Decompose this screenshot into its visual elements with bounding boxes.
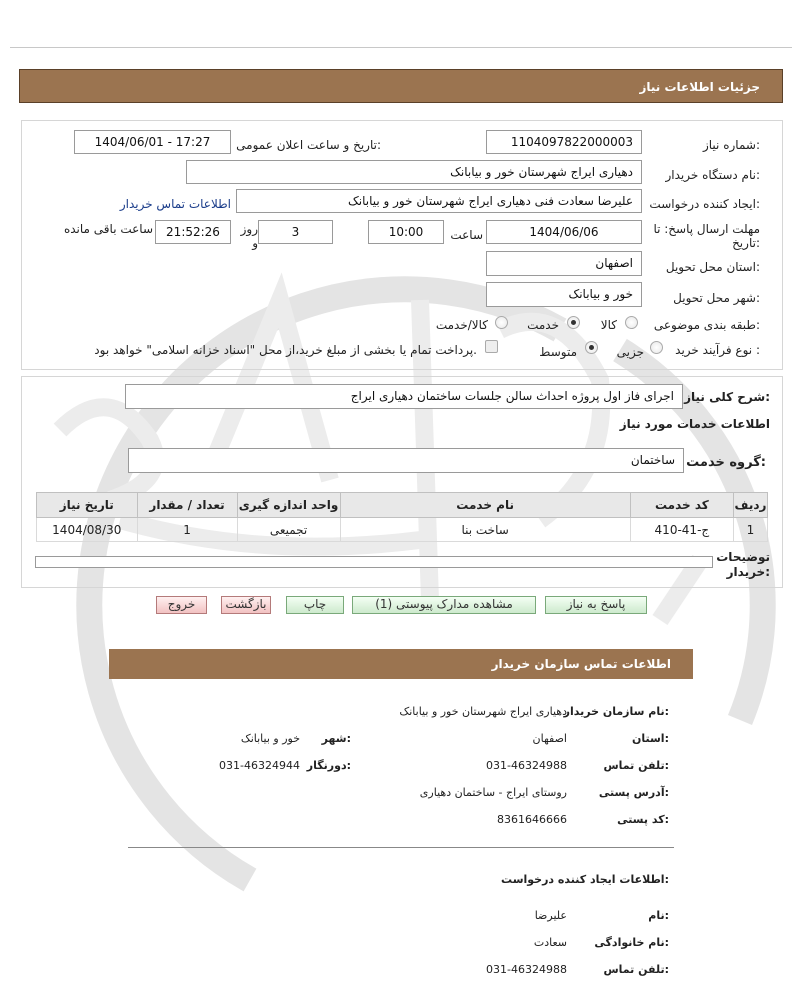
services-table bbox=[36, 492, 768, 542]
deadline-time-field: 10:00 bbox=[368, 220, 444, 244]
category-goods-radio[interactable] bbox=[625, 316, 638, 329]
creator-name-value: علیرضا bbox=[534, 909, 567, 922]
contact-title: اطلاعات تماس سازمان خریدار bbox=[491, 657, 671, 671]
contact-city-value: خور و بیابانک bbox=[240, 732, 300, 745]
table-row bbox=[37, 518, 768, 542]
creator-family-label: نام خانوادگی: bbox=[594, 936, 669, 949]
process-minor-label: جزیی bbox=[616, 345, 644, 359]
cell-row: 1 bbox=[733, 518, 767, 542]
category-service-radio[interactable] bbox=[567, 316, 580, 329]
process-minor-radio[interactable] bbox=[650, 341, 663, 354]
province-field: اصفهان bbox=[486, 251, 642, 276]
exit-button[interactable]: خروج bbox=[156, 596, 207, 614]
contact-address-label: آدرس پستی: bbox=[598, 786, 669, 799]
print-button[interactable]: چاپ bbox=[286, 596, 344, 614]
view-attachments-button[interactable]: مشاهده مدارک پیوستی (1) bbox=[352, 596, 536, 614]
announce-label: تاریخ و ساعت اعلان عمومی: bbox=[236, 138, 381, 152]
need-info-panel bbox=[21, 120, 783, 370]
contact-header bbox=[109, 649, 693, 679]
buyer-org-label: نام دستگاه خریدار: bbox=[665, 168, 760, 182]
category-label: طبقه بندی موضوعی: bbox=[653, 318, 760, 332]
process-medium-radio[interactable] bbox=[585, 341, 598, 354]
col-unit: واحد اندازه گیری bbox=[237, 493, 340, 518]
page-header bbox=[19, 69, 783, 103]
days-field: 3 bbox=[258, 220, 333, 244]
need-number-field: 1104097822000003 bbox=[486, 130, 642, 154]
remaining-time-field: 21:52:26 bbox=[155, 220, 231, 244]
col-row: ردیف bbox=[733, 493, 767, 518]
contact-fax-value: 031-46324944 bbox=[219, 759, 300, 772]
services-title: اطلاعات خدمات مورد نیاز bbox=[619, 417, 770, 431]
requester-field: علیرضا سعادت فنی دهیاری ایراج شهرستان خور و بیابانک bbox=[236, 189, 642, 213]
summary-label: شرح کلی نیاز: bbox=[684, 390, 770, 404]
creator-phone-label: تلفن تماس: bbox=[603, 963, 669, 976]
summary-field: اجرای فاز اول پروژه احداث سالن جلسات ساختمان دهیاری ایراج bbox=[125, 384, 683, 409]
and-label: و bbox=[252, 236, 258, 250]
contact-province-label: استان: bbox=[631, 732, 669, 745]
day-label: روز bbox=[240, 222, 258, 236]
contact-org-value: دهیاری ایراج شهرستان خور و بیابانک bbox=[399, 705, 567, 718]
category-goods-label: کالا bbox=[600, 318, 617, 332]
cell-quantity: 1 bbox=[137, 518, 237, 542]
creator-title: اطلاعات ایجاد کننده درخواست: bbox=[501, 873, 669, 886]
buyer-notes-field bbox=[35, 556, 713, 568]
category-both-radio[interactable] bbox=[495, 316, 508, 329]
deadline-date-field: 1404/06/06 bbox=[486, 220, 642, 244]
creator-phone-value: 031-46324988 bbox=[486, 963, 567, 976]
city-field: خور و بیابانک bbox=[486, 282, 642, 307]
back-button[interactable]: بازگشت bbox=[221, 596, 271, 614]
time-label: ساعت bbox=[450, 228, 483, 242]
requester-label: ایجاد کننده درخواست: bbox=[649, 197, 760, 211]
reply-button[interactable]: پاسخ به نیاز bbox=[545, 596, 647, 614]
contact-address-value: روستای ایراج - ساختمان دهیاری bbox=[419, 786, 567, 799]
remaining-label: ساعت باقی مانده bbox=[63, 222, 153, 236]
service-group-label: گروه خدمت: bbox=[686, 455, 766, 470]
contact-phone-value: 031-46324988 bbox=[486, 759, 567, 772]
page-title: جزئیات اطلاعات نیاز bbox=[639, 80, 760, 94]
buyer-org-field: دهیاری ایراج شهرستان خور و بیابانک bbox=[186, 160, 642, 184]
deadline-date-label: تاریخ: bbox=[732, 236, 760, 250]
contact-fax-label: دورنگار: bbox=[306, 759, 351, 772]
treasury-payment-checkbox[interactable] bbox=[485, 340, 498, 353]
category-service-label: خدمت bbox=[527, 318, 559, 332]
top-divider bbox=[10, 47, 792, 48]
service-group-field: ساختمان bbox=[128, 448, 684, 473]
buyer-contact-link[interactable]: اطلاعات تماس خریدار bbox=[119, 197, 231, 211]
cell-unit: تجمیعی bbox=[237, 518, 340, 542]
col-quantity: تعداد / مقدار bbox=[137, 493, 237, 518]
contact-postal-value: 8361646666 bbox=[497, 813, 567, 826]
city-label: شهر محل تحویل: bbox=[673, 291, 760, 305]
announce-field: 1404/06/01 - 17:27 bbox=[74, 130, 231, 154]
creator-name-label: نام: bbox=[648, 909, 669, 922]
deadline-label: مهلت ارسال پاسخ: تا bbox=[653, 222, 760, 236]
process-medium-label: متوسط bbox=[539, 345, 577, 359]
cell-service-code: ج-41-410 bbox=[630, 518, 733, 542]
process-label: نوع فرآیند خرید : bbox=[675, 343, 760, 357]
payment-note: پرداخت تمام یا بخشی از مبلغ خرید،از محل "اسناد خزانه اسلامی" خواهد بود. bbox=[94, 343, 477, 357]
contact-phone-label: تلفن تماس: bbox=[603, 759, 669, 772]
contact-org-label: نام سازمان خریدار: bbox=[563, 705, 669, 718]
col-service-name: نام خدمت bbox=[340, 493, 630, 518]
contact-province-value: اصفهان bbox=[532, 732, 567, 745]
cell-need-date: 1404/08/30 bbox=[37, 518, 138, 542]
creator-family-value: سعادت bbox=[533, 936, 567, 949]
col-need-date: تاریخ نیاز bbox=[37, 493, 138, 518]
buyer-notes-label-2: خریدار: bbox=[726, 565, 770, 579]
category-both-label: کالا/خدمت bbox=[435, 318, 488, 332]
cell-service-name: ساخت بنا bbox=[340, 518, 630, 542]
col-service-code: کد خدمت bbox=[630, 493, 733, 518]
contact-city-label: شهر: bbox=[321, 732, 351, 745]
need-number-label: شماره نیاز: bbox=[702, 138, 760, 152]
contact-postal-label: کد پستی: bbox=[617, 813, 669, 826]
table-header-row bbox=[37, 493, 768, 518]
contact-divider bbox=[128, 847, 674, 848]
buyer-notes-label: توضیحات bbox=[716, 550, 770, 564]
province-label: استان محل تحویل: bbox=[665, 260, 760, 274]
